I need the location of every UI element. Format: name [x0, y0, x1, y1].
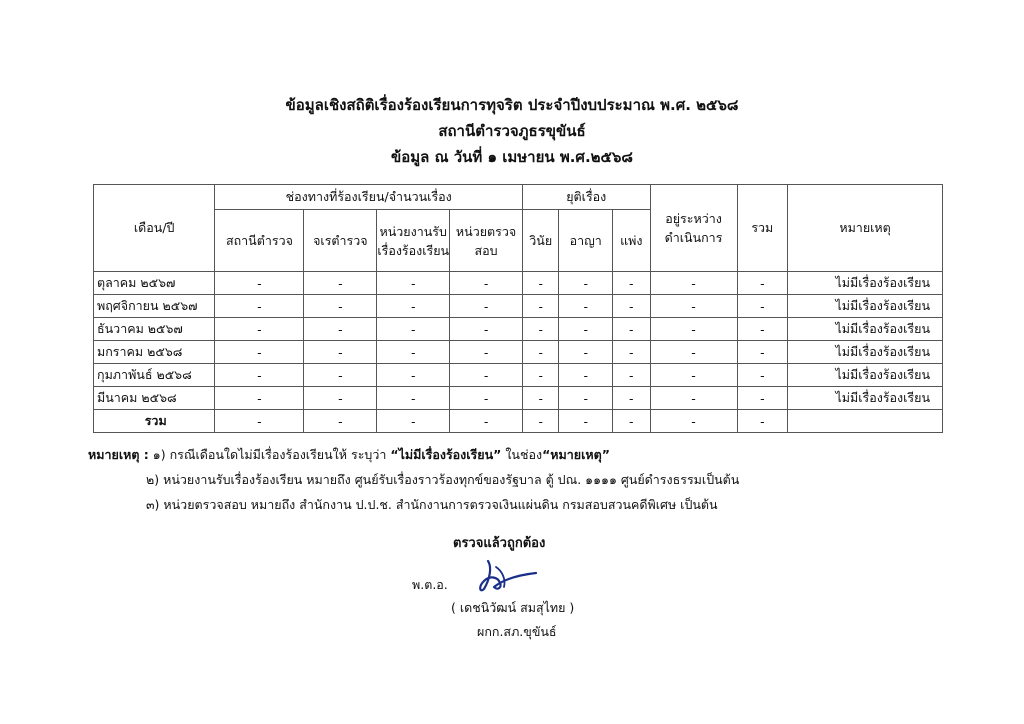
cell: - — [613, 387, 650, 410]
table-row — [94, 272, 943, 295]
title-line-3: ข้อมูล ณ วันที่ ๑ เมษายน พ.ศ.๒๕๖๘ — [391, 148, 633, 166]
cell: - — [613, 318, 650, 341]
table-row — [94, 364, 943, 387]
cell: - — [377, 410, 450, 433]
cell: - — [559, 410, 613, 433]
row-month: กุมภาพันธ์ ๒๕๖๘ — [94, 364, 215, 387]
table-row — [94, 318, 943, 341]
row-note: ไม่มีเรื่องร้องเรียน — [788, 364, 943, 387]
cell: - — [377, 272, 450, 295]
cell: - — [737, 295, 788, 318]
cell: - — [215, 295, 304, 318]
row-note: ไม่มีเรื่องร้องเรียน — [788, 341, 943, 364]
cell: - — [613, 295, 650, 318]
header-closed-group: ยุติเรื่อง — [523, 185, 651, 210]
cell: - — [650, 318, 737, 341]
header-channel-audit-unit: หน่วยตรวจสอบ — [450, 210, 523, 272]
header-total: รวม — [737, 185, 788, 272]
row-note: ไม่มีเรื่องร้องเรียน — [788, 387, 943, 410]
cell: - — [650, 410, 737, 433]
row-note: ไม่มีเรื่องร้องเรียน — [788, 318, 943, 341]
cell: - — [215, 387, 304, 410]
header-in-progress: อยู่ระหว่างดำเนินการ — [650, 185, 737, 272]
cell: - — [450, 318, 523, 341]
table-row — [94, 387, 943, 410]
cell: - — [523, 272, 559, 295]
document-title — [0, 92, 1024, 170]
table-row — [94, 295, 943, 318]
cell: - — [304, 295, 377, 318]
cell: - — [215, 272, 304, 295]
remarks-label: หมายเหตุ : — [88, 447, 149, 462]
title-line-2: สถานีตำรวจภูธรขุขันธ์ — [438, 122, 586, 140]
remark-1-quote-2: “หมายเหตุ” — [542, 447, 610, 462]
remark-1 — [88, 442, 739, 467]
cell: - — [215, 318, 304, 341]
cell: - — [559, 341, 613, 364]
header-channel-inspector: จเรตำรวจ — [304, 210, 377, 272]
cell: - — [450, 295, 523, 318]
signer-position: ผกก.สภ.ขุขันธ์ — [477, 624, 557, 639]
cell: - — [450, 387, 523, 410]
cell: - — [559, 364, 613, 387]
header-note: หมายเหตุ — [788, 185, 943, 272]
table-row — [94, 341, 943, 364]
cell: - — [650, 295, 737, 318]
header-channels-group: ช่องทางที่ร้องเรียน/จำนวนเรื่อง — [215, 185, 523, 210]
cell: - — [450, 410, 523, 433]
remark-1-quote: “ไม่มีเรื่องร้องเรียน” — [390, 447, 502, 462]
remarks-section — [88, 442, 739, 517]
cell: - — [523, 341, 559, 364]
cell: - — [304, 272, 377, 295]
header-month: เดือน/ปี — [94, 185, 215, 272]
cell: - — [377, 295, 450, 318]
cell: - — [450, 364, 523, 387]
cell: - — [215, 410, 304, 433]
remark-1-mid: ในช่อง — [501, 447, 543, 462]
remark-3: ๓) หน่วยตรวจสอบ หมายถึง สำนักงาน ป.ป.ช. สำนักงานการตรวจเงินแผ่นดิน กรมสอบสวนคดีพิเศษ เป็นต้น — [146, 497, 718, 512]
row-month: พฤศจิกายน ๒๕๖๗ — [94, 295, 215, 318]
cell: - — [613, 272, 650, 295]
cell: - — [523, 364, 559, 387]
cell: - — [559, 295, 613, 318]
complaint-statistics-table — [93, 184, 943, 433]
cell: - — [377, 387, 450, 410]
total-label: รวม — [94, 410, 215, 433]
cell: - — [304, 410, 377, 433]
cell: - — [523, 410, 559, 433]
cell: - — [559, 387, 613, 410]
signer-name: ( เดชนิวัฒน์ สมสุไทย ) — [451, 600, 575, 615]
cell: - — [450, 272, 523, 295]
cell: - — [304, 387, 377, 410]
cell: - — [650, 387, 737, 410]
cell: - — [737, 272, 788, 295]
title-line-1: ข้อมูลเชิงสถิติเรื่องร้องเรียนการทุจริต ประจำปีงบประมาณ พ.ศ. ๒๕๖๘ — [285, 96, 739, 114]
cell: - — [304, 318, 377, 341]
total-note — [788, 410, 943, 433]
cell: - — [304, 364, 377, 387]
cell: - — [737, 318, 788, 341]
cell: - — [737, 387, 788, 410]
row-month: ตุลาคม ๒๕๖๗ — [94, 272, 215, 295]
cell: - — [737, 410, 788, 433]
cell: - — [650, 272, 737, 295]
cell: - — [523, 295, 559, 318]
cell: - — [215, 341, 304, 364]
remark-2: ๒) หน่วยงานรับเรื่องร้องเรียน หมายถึง ศูนย์รับเรื่องราวร้องทุกข์ของรัฐบาล ตู้ ปณ. ๑๑๑๑ ศูนย์ดำรงธรรมเป็นต้น — [146, 472, 740, 487]
cell: - — [650, 341, 737, 364]
cell: - — [377, 364, 450, 387]
cell: - — [650, 364, 737, 387]
header-channel-station: สถานีตำรวจ — [215, 210, 304, 272]
cell: - — [737, 364, 788, 387]
header-closed-criminal: อาญา — [559, 210, 613, 272]
cell: - — [377, 318, 450, 341]
cell: - — [613, 341, 650, 364]
row-month: มีนาคม ๒๕๖๘ — [94, 387, 215, 410]
cell: - — [559, 318, 613, 341]
remark-1-text: ๑) กรณีเดือนใดไม่มีเรื่องร้องเรียนให้ ระบุว่า — [152, 447, 387, 462]
header-closed-discipline: วินัย — [523, 210, 559, 272]
cell: - — [613, 364, 650, 387]
cell: - — [523, 318, 559, 341]
verified-heading: ตรวจแล้วถูกต้อง — [453, 536, 546, 551]
row-month: ธันวาคม ๒๕๖๗ — [94, 318, 215, 341]
cell: - — [613, 410, 650, 433]
cell: - — [377, 341, 450, 364]
cell: - — [450, 341, 523, 364]
cell: - — [215, 364, 304, 387]
header-channel-receiving-agency: หน่วยงานรับเรื่องร้องเรียน — [377, 210, 450, 272]
cell: - — [737, 341, 788, 364]
cell: - — [523, 387, 559, 410]
total-row — [94, 410, 943, 433]
row-note: ไม่มีเรื่องร้องเรียน — [788, 272, 943, 295]
signer-rank: พ.ต.อ. — [412, 577, 448, 592]
row-note: ไม่มีเรื่องร้องเรียน — [788, 295, 943, 318]
cell: - — [304, 341, 377, 364]
header-closed-civil: แพ่ง — [613, 210, 650, 272]
row-month: มกราคม ๒๕๖๘ — [94, 341, 215, 364]
handwritten-signature — [474, 557, 540, 597]
cell: - — [559, 272, 613, 295]
